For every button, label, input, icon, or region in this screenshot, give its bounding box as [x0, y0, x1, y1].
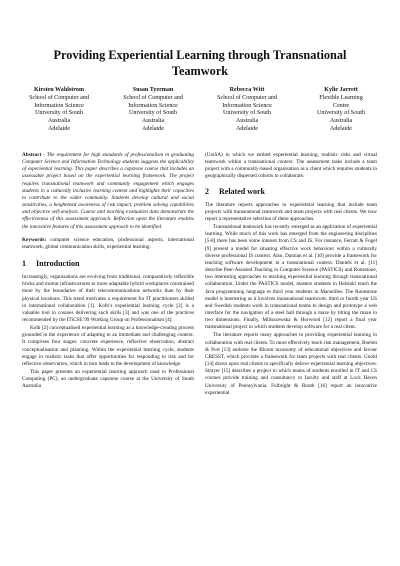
- left-column: [22, 152, 194, 392]
- author-4: [294, 87, 388, 134]
- section-number: 1: [22, 259, 26, 269]
- keywords: [22, 237, 194, 251]
- body-paragraph: Transnational teamwork has recently emerged as an application of experiential learning. While much of this work has emerged from the engineering disciplines [5-8] there has been some interest from CS and IS. For instance, Ferratt & Fogel [9] present a model for situating effective work behaviour within a culturally diverse professional IS context. Also, Damian et al. [10] provide a framework for teaching software development in a transnational context. Daniels et al. [11] describe Peer-Assisted Teaching in Computer Science (PASTICS) and Runestone, two interesting approaches to teaching experiential learning through transnational collaboration. Under the PASTICS model, masters students in Helsinki teach the Java programming language to third year students in Marseilles. The Runestone model is interesting as it involves transnational teamwork: third or fourth year US and Swedish students work in transnational teams to design and prototype a web interface for the navigation of a steel ball through a maze by tilting the maze in two dimensions. Finally, Milisszewska & Horwood [12] report a final year transnational project in which students develop software for a real client.: [205, 224, 377, 331]
- abstract: [22, 152, 194, 231]
- keywords-label: Keywords:: [22, 236, 47, 243]
- body-paragraph: Increasingly, organisations are evolving from traditional, comparatively inflexible bricks and mortar infrastructures to more adaptable hybrid workplaces constrained more by the boundaries of their telecommunications networks than by their physical locations. This trend motivates a requirement for IT practitioners skilled in international collaboration [1]. Kolb’s experiential learning cycle [2] is a valuable tool in courses delivering such skills [3] and was one of the practices recommended by the ITiCSE’99 Working Group on Professionalism [4].: [22, 274, 194, 323]
- author-affiliation-line: Adelaide: [142, 125, 164, 132]
- author-affiliation-line: Flexible Learning: [319, 94, 363, 101]
- keywords-text: computer science education, professional aspects, international teamwork, global communication skills, experiential learning.: [22, 236, 194, 250]
- abstract-label: Abstract: [22, 152, 42, 158]
- author-affiliation-line: University of South: [34, 110, 84, 117]
- author-affiliation-line: Australia: [141, 118, 165, 125]
- section-title: Related work: [219, 186, 265, 196]
- section-number: 2: [205, 186, 209, 196]
- body-paragraph: This paper presents an experiential learning approach used in Professional Computing (PC), an undergraduate capstone course at the University of South Australia: [22, 369, 194, 390]
- author-name: Susan Tyerman: [132, 87, 174, 93]
- body-paragraph: Kolb [2] conceptualised experiential learning as a knowledge-creating process grounded in the experience of adapting to an immediate and challenging context. It comprises four stages: concrete experience, reflective observation, abstract conceptualisation and planning. Within the experiential learning cycle, students engage in realistic tasks that offer opportunities for responding to risk and for reflective observation, which in turn leads to the development of knowledge.: [22, 325, 194, 367]
- author-affiliation-line: Information Science: [222, 102, 272, 109]
- author-3: [200, 87, 294, 134]
- author-affiliation-line: Adelaide: [330, 125, 352, 132]
- author-name: Kirsten Wahlstrom: [33, 87, 85, 93]
- section-heading-introduction: [22, 259, 194, 269]
- right-column: [205, 152, 377, 398]
- section-heading-related-work: [205, 187, 377, 197]
- author-1: [12, 87, 106, 134]
- abstract-text: - The requirement for high standards of professionalism in graduating Computer Science and Information Technology students suggests the applicability of experiential learning. This paper describes a capstone course that includes an assessable project based on the experiential learning framework. The project requires transnational teamwork and community engagement which engages students in a culturally inclusive learning context and highlights their capacities to contribute to the wider community. Students develop cultural and social sensitivities, a heightened awareness of risk impact, problem solving capabilities and objective self-analysis. Course and teaching evaluation data demonstrate the effectiveness of this assessment approach. Reflection upon the literature enables the innovative features of this assessment approach to be identified.: [22, 152, 194, 230]
- section-title: Introduction: [36, 259, 80, 269]
- author-affiliation-line: School of Computer and: [123, 94, 183, 101]
- author-name: Rebecca Witt: [229, 87, 265, 93]
- author-affiliation-line: University of South: [128, 110, 178, 117]
- author-2: [106, 87, 200, 134]
- author-affiliation-line: University of South: [316, 110, 366, 117]
- paper-title: Providing Experiential Learning through Transnational Teamwork: [53, 48, 347, 78]
- body-paragraph: The literature reports many approaches to providing experiential learning in collaboration with real clients. To more effectively teach risk management, Boehm & Port [13] endorse the Bloom taxonomy of educational objectives and favour CRESST, which provides a framework for team projects with real clients. Goold [14] draws upon real clients to specifically deliver experiential learning objectives. Strayer [15] describes a project in which teams of students enrolled in IT and CS courses provide training and consultancy to faculty and staff at Lock Haven University of Pennsylvania. Fulbright & Routh [16] report an innovative experiential: [205, 332, 377, 396]
- body-paragraph: The literature reports approaches to experiential learning that include team projects with transnational teamwork and team projects with real clients. We now report a representative selection of these approaches.: [205, 201, 377, 222]
- author-name: Kylie Jarrett: [324, 87, 358, 93]
- author-affiliation-line: School of Computer and: [217, 94, 277, 101]
- author-affiliation-line: School of Computer and: [29, 94, 89, 101]
- body-paragraph: (UniSA) in which we embed experiential learning, realistic risks and virtual teamwork within a transnational context. The assessment tasks include a team project with a community-based organisation as a client which requires students in geographically dispersed cohorts to collaborate.: [205, 152, 377, 180]
- author-block: [12, 87, 388, 134]
- author-affiliation-line: Adelaide: [236, 125, 258, 132]
- author-affiliation-line: University of South: [222, 110, 272, 117]
- author-affiliation-line: Centre: [332, 102, 350, 109]
- author-affiliation-line: Adelaide: [48, 125, 70, 132]
- author-affiliation-line: Australia: [47, 118, 71, 125]
- author-affiliation-line: Australia: [235, 118, 259, 125]
- author-affiliation-line: Information Science: [34, 102, 84, 109]
- author-affiliation-line: Information Science: [128, 102, 178, 109]
- author-affiliation-line: Australia: [329, 118, 353, 125]
